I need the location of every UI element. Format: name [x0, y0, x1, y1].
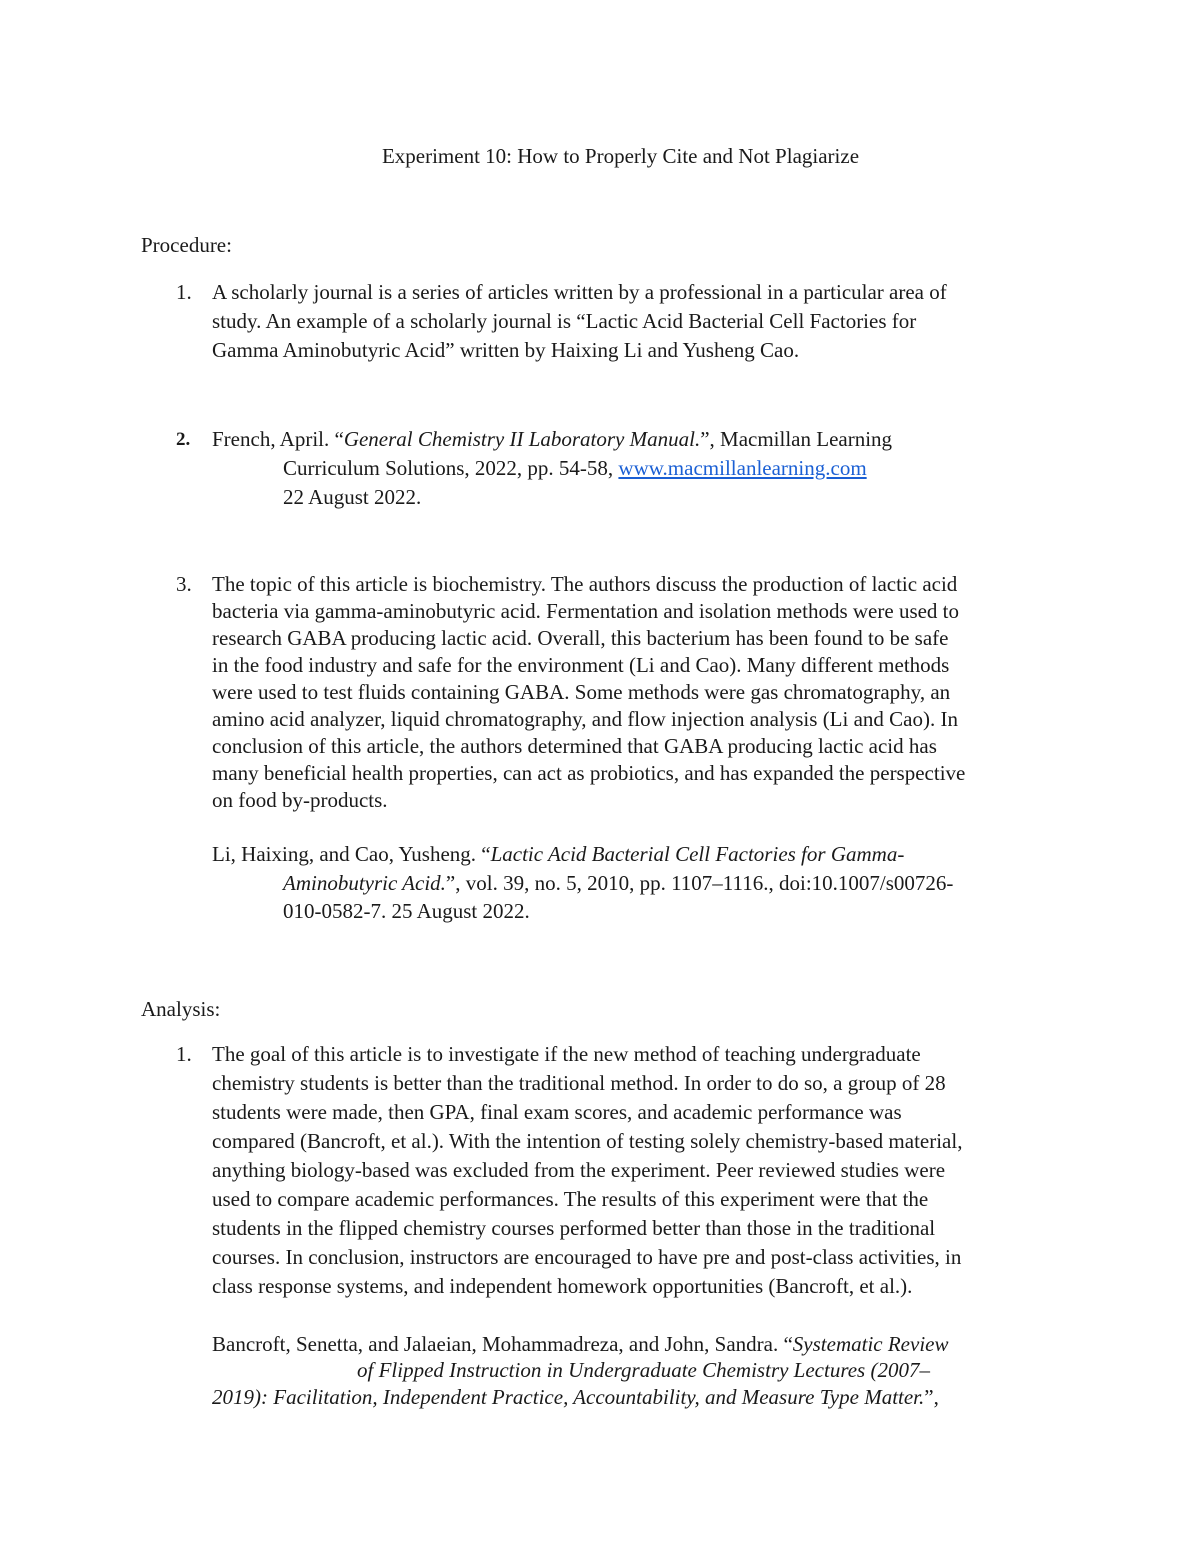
list-number: 1. [176, 1042, 192, 1066]
citation-line [212, 841, 904, 868]
paragraph-line: The topic of this article is biochemistry. The authors discuss the production of lactic acid [212, 572, 958, 596]
citation-title: Lactic Acid Bacterial Cell Factories for Gamma- [490, 842, 905, 866]
citation-line [283, 455, 867, 482]
paragraph-line: were used to test fluids containing GABA. Some methods were gas chromatography, an [212, 680, 951, 704]
citation-line: 22 August 2022. [283, 485, 422, 509]
paragraph-line: research GABA producing lactic acid. Overall, this bacterium has been found to be safe [212, 626, 949, 650]
citation-title: General Chemistry II Laboratory Manual. [343, 427, 701, 451]
citation-title: 2019): Facilitation, Independent Practice, Accountability, and Measure Type Matter. [212, 1385, 925, 1409]
citation-title: Systematic Review [792, 1332, 949, 1356]
citation-line [212, 1384, 939, 1411]
list-number: 1. [176, 280, 192, 304]
paragraph-line: anything biology-based was excluded from the experiment. Peer reviewed studies were [212, 1158, 946, 1182]
citation-text: ”, [924, 1385, 939, 1409]
citation-title: Aminobutyric Acid. [283, 871, 446, 895]
citation-line [283, 870, 953, 897]
citation-text: ”, vol. 39, no. 5, 2010, pp. 1107–1116., doi:10.1007/s00726- [445, 871, 954, 895]
list-number: 2. [176, 429, 191, 450]
paragraph-line: bacteria via gamma-aminobutyric acid. Fermentation and isolation methods were used to [212, 599, 960, 623]
procedure-heading: Procedure: [141, 233, 232, 257]
list-number: 3. [176, 572, 192, 596]
paragraph-line: students were made, then GPA, final exam scores, and academic performance was [212, 1100, 902, 1124]
citation-text: Li, Haixing, and Cao, Yusheng. “ [212, 842, 491, 866]
citation-line [212, 1331, 948, 1358]
paragraph-line: on food by-products. [212, 788, 388, 812]
citation-text: ”, Macmillan Learning [700, 427, 893, 451]
citation-line [212, 426, 892, 453]
paragraph-line: conclusion of this article, the authors determined that GABA producing lactic acid has [212, 734, 937, 758]
paragraph-line: class response systems, and independent homework opportunities (Bancroft, et al.). [212, 1274, 913, 1298]
document-title: Experiment 10: How to Properly Cite and Not Plagiarize [381, 144, 860, 168]
citation-text: French, April. “ [212, 427, 344, 451]
paragraph-line: amino acid analyzer, liquid chromatography, and flow injection analysis (Li and Cao). In [212, 707, 958, 731]
paragraph-line: Gamma Aminobutyric Acid” written by Haixing Li and Yusheng Cao. [212, 338, 800, 362]
paragraph-line: used to compare academic performances. The results of this experiment were that the [212, 1187, 929, 1211]
citation-line: 010-0582-7. 25 August 2022. [283, 899, 530, 923]
paragraph-line: chemistry students is better than the traditional method. In order to do so, a group of 28 [212, 1071, 946, 1095]
citation-text: Bancroft, Senetta, and Jalaeian, Mohammadreza, and John, Sandra. “ [212, 1332, 793, 1356]
paragraph-line: many beneficial health properties, can act as probiotics, and has expanded the perspective [212, 761, 966, 785]
paragraph-line: The goal of this article is to investigate if the new method of teaching undergraduate [212, 1042, 921, 1066]
citation-line [357, 1357, 930, 1384]
paragraph-line: compared (Bancroft, et al.). With the intention of testing solely chemistry-based material, [212, 1129, 963, 1153]
macmillan-link[interactable]: www.macmillanlearning.com [618, 456, 867, 480]
paragraph-line: in the food industry and safe for the environment (Li and Cao). Many different methods [212, 653, 950, 677]
paragraph-line: students in the flipped chemistry courses performed better than those in the traditional [212, 1216, 936, 1240]
citation-text: Curriculum Solutions, 2022, pp. 54-58, [283, 456, 619, 480]
analysis-heading: Analysis: [141, 997, 221, 1021]
paragraph-line: A scholarly journal is a series of articles written by a professional in a particular area of [212, 280, 947, 304]
paragraph-line: study. An example of a scholarly journal is “Lactic Acid Bacterial Cell Factories for [212, 309, 917, 333]
citation-title: of Flipped Instruction in Undergraduate Chemistry Lectures (2007– [357, 1358, 930, 1382]
paragraph-line: courses. In conclusion, instructors are encouraged to have pre and post-class activities, in [212, 1245, 962, 1269]
